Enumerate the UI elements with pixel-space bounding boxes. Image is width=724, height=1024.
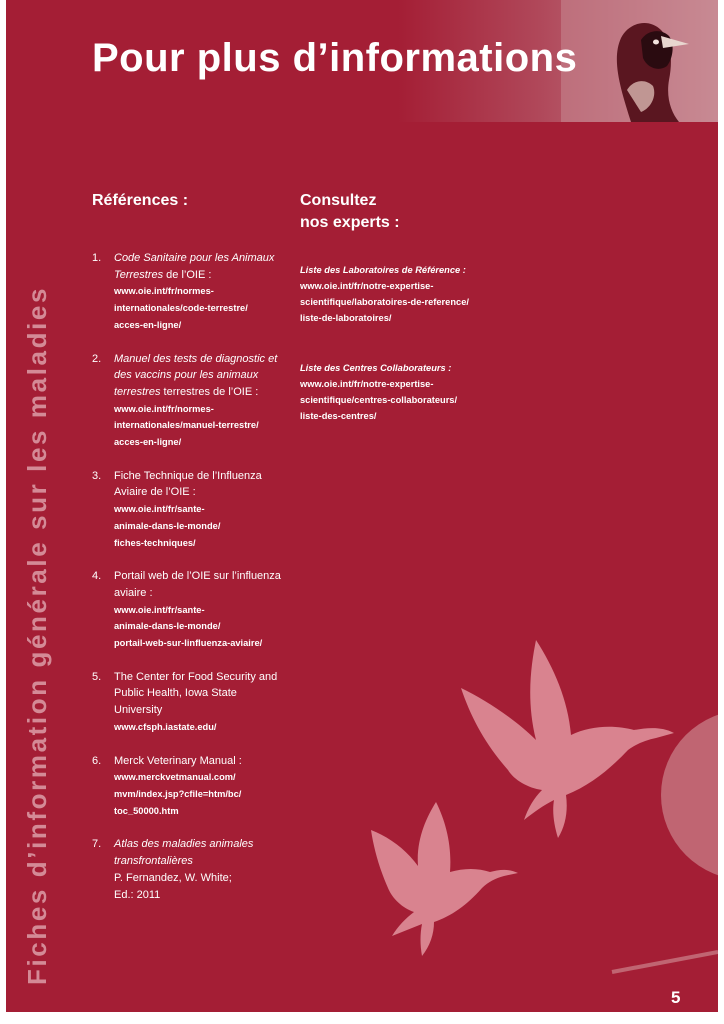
reference-url[interactable]: toc_50000.htm — [114, 805, 179, 816]
reference-item — [92, 468, 287, 552]
reference-url[interactable]: www.oie.int/fr/normes- — [114, 403, 214, 414]
reference-url[interactable]: acces-en-ligne/ — [114, 319, 182, 330]
reference-item — [92, 351, 287, 451]
expert-url[interactable]: scientifique/centres-collaborateurs/ — [300, 395, 458, 405]
expert-group — [300, 262, 500, 326]
reference-url[interactable]: fiches-techniques/ — [114, 537, 196, 548]
experts-heading — [300, 190, 500, 234]
reference-title: Manuel des tests de diagnostic et des vaccins pour les animaux terrestres — [114, 352, 278, 398]
vertical-series-title: Fiches d’information générale sur les maladies — [22, 285, 52, 985]
reference-url[interactable]: www.cfsph.iastate.edu/ — [114, 721, 217, 732]
reference-url[interactable]: www.oie.int/fr/normes- — [114, 286, 214, 297]
reference-edition: Ed.: 2011 — [114, 888, 161, 901]
page-number: 5 — [671, 988, 681, 1007]
reference-item — [92, 568, 287, 652]
reference-number: 1. — [92, 252, 102, 264]
references-heading: Références : — [92, 192, 189, 209]
experts-groups — [300, 262, 500, 424]
expert-url[interactable]: liste-de-laboratoires/ — [300, 313, 392, 323]
reference-authors: P. Fernandez, W. White; — [114, 871, 232, 884]
expert-url[interactable]: www.oie.int/fr/notre-expertise- — [300, 379, 434, 389]
page — [6, 0, 718, 1012]
reference-text: Fiche Technique de l’Influenza Aviaire de l’OIE : — [114, 469, 262, 499]
reference-url[interactable]: www.oie.int/fr/sante- — [114, 504, 205, 515]
reference-url[interactable]: portail-web-sur-linfluenza-aviaire/ — [114, 638, 263, 649]
reference-text: Merck Veterinary Manual : — [114, 754, 242, 767]
reference-number: 7. — [92, 838, 102, 851]
expert-url[interactable]: scientifique/laboratoires-de-reference/ — [300, 297, 469, 307]
experts-heading-line2: nos experts : — [300, 214, 400, 231]
reference-number: 4. — [92, 570, 102, 583]
reference-url[interactable]: internationales/manuel-terrestre/ — [114, 420, 259, 431]
reference-item — [92, 753, 287, 820]
reference-url[interactable]: www.merckvetmanual.com/ — [114, 772, 236, 783]
reference-url[interactable]: www.oie.int/fr/sante- — [114, 604, 205, 615]
reference-url[interactable]: animale-dans-le-monde/ — [114, 621, 221, 632]
expert-url[interactable]: liste-des-centres/ — [300, 411, 377, 421]
reference-url[interactable]: animale-dans-le-monde/ — [114, 520, 221, 531]
experts-heading-line1: Consultez — [300, 192, 377, 209]
reference-url[interactable]: internationales/code-terrestre/ — [114, 303, 248, 314]
reference-item — [92, 250, 287, 334]
experts-column — [300, 190, 500, 458]
reference-url[interactable]: acces-en-ligne/ — [114, 437, 182, 448]
page-title: Pour plus d’informations — [92, 36, 578, 80]
reference-title: Code Sanitaire pour les Animaux Terrestres — [114, 252, 275, 281]
expert-group-label: Liste des Laboratoires de Référence : — [300, 265, 466, 275]
expert-group-label: Liste des Centres Collaborateurs : — [300, 363, 452, 373]
expert-group — [300, 360, 500, 424]
reference-title: Atlas des maladies animales transfrontalières — [114, 838, 254, 868]
reference-text: terrestres de l’OIE : — [160, 385, 259, 398]
references-column — [92, 190, 287, 920]
references-list — [92, 250, 287, 903]
reference-text: de l’OIE : — [163, 268, 212, 281]
reference-number: 3. — [92, 469, 102, 482]
reference-url[interactable]: mvm/index.jsp?cfile=htm/bc/ — [114, 788, 242, 799]
reference-number: 6. — [92, 754, 102, 767]
reference-item — [92, 836, 287, 903]
expert-url[interactable]: www.oie.int/fr/notre-expertise- — [300, 281, 434, 291]
reference-number: 2. — [92, 352, 102, 365]
reference-number: 5. — [92, 670, 102, 683]
reference-text: Portail web de l’OIE sur l’influenza aviaire : — [114, 570, 281, 599]
reference-text: The Center for Food Security and Public Health, Iowa State University — [114, 670, 278, 717]
reference-item — [92, 669, 287, 736]
